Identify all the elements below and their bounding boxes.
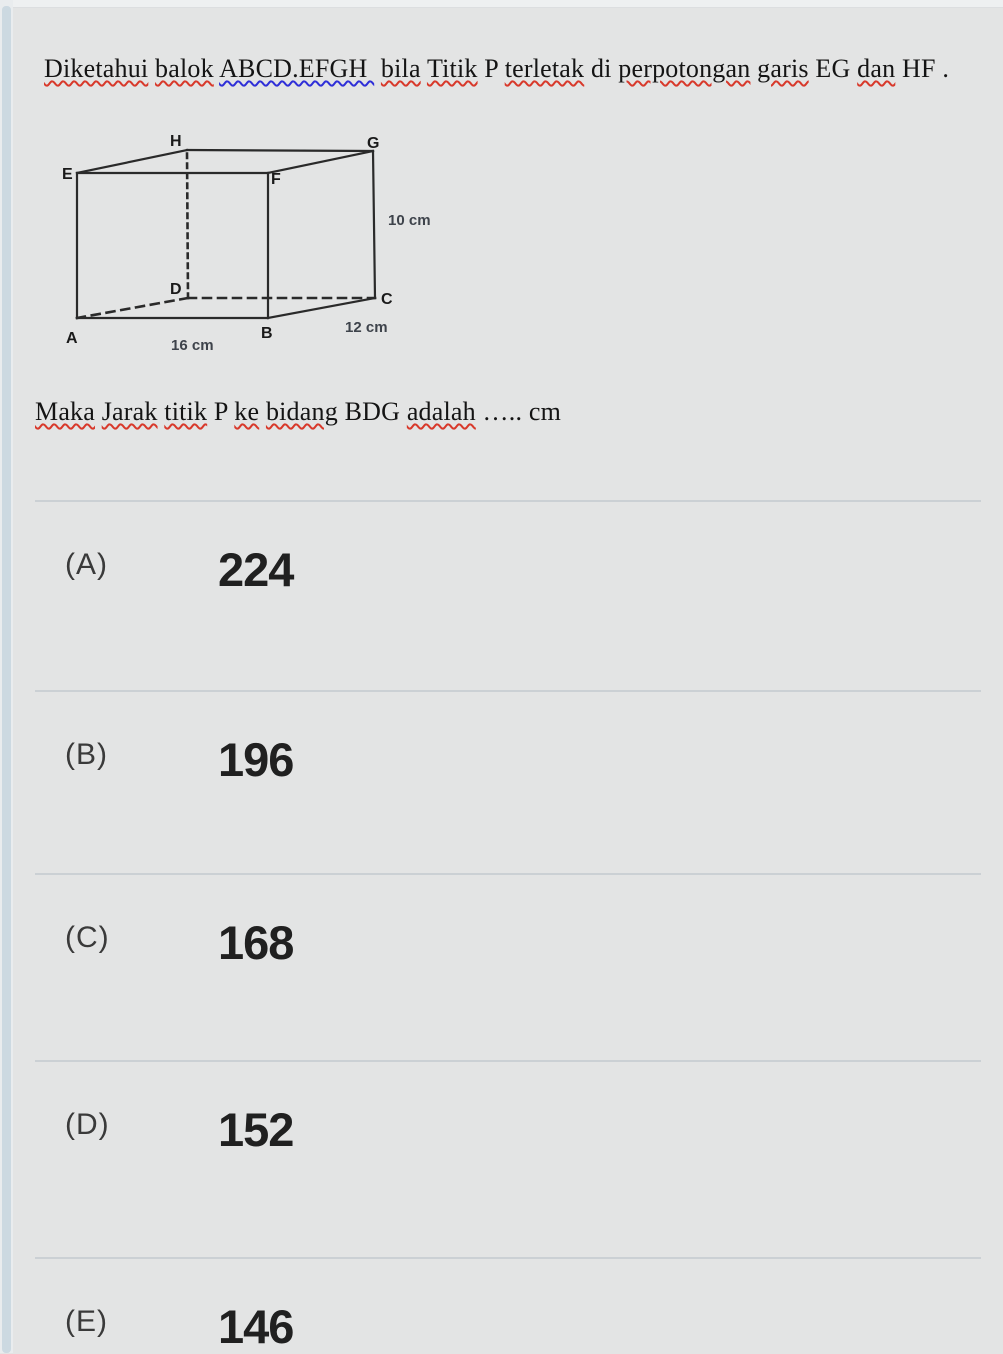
word-red-squiggle: ke (234, 397, 260, 426)
word (400, 397, 407, 426)
question-prompt (35, 397, 561, 427)
word (498, 54, 505, 83)
word (259, 397, 266, 426)
word-red-squiggle: Jarak (101, 397, 158, 426)
cuboid-hidden-edges (77, 152, 375, 318)
option-letter: (C) (65, 921, 110, 954)
option-d[interactable] (0, 1060, 1003, 1257)
vertex-label-e: E (62, 166, 73, 183)
dimension-depth: 12 cm (345, 319, 388, 336)
word (95, 397, 102, 426)
word-red-squiggle: adalah (406, 397, 476, 426)
word-red-squiggle: Maka (35, 397, 95, 426)
word-red-squiggle: balok (155, 54, 214, 83)
word (338, 397, 345, 426)
word: ….. cm (475, 397, 562, 426)
word: di (590, 54, 612, 83)
option-value: 168 (218, 916, 294, 969)
question-title (44, 54, 949, 84)
word-blue-squiggle: ABCD.EFGH (219, 54, 375, 83)
cuboid-solid-edges (77, 150, 375, 318)
word-red-squiggle: bila (380, 54, 421, 83)
vertex-label-f: F (271, 171, 281, 188)
word: . (935, 54, 950, 83)
word-red-squiggle: garis (757, 54, 809, 83)
dimension-height: 10 cm (388, 212, 431, 229)
word (895, 54, 902, 83)
vertex-label-c: C (381, 291, 393, 308)
option-letter: (A) (65, 548, 108, 581)
word-red-squiggle: terletak (504, 54, 585, 83)
word: P (213, 397, 228, 426)
option-value: 146 (218, 1300, 294, 1353)
vertex-label-d: D (170, 281, 182, 298)
word-red-squiggle: titik (164, 397, 208, 426)
word-red-squiggle: dan (857, 54, 896, 83)
vertex-label-a: A (66, 330, 78, 347)
word: BDG (344, 397, 401, 426)
option-value: 196 (218, 733, 294, 786)
option-a[interactable] (0, 500, 1003, 690)
word (584, 54, 591, 83)
cuboid-diagram (40, 122, 470, 362)
dimension-width: 16 cm (171, 337, 214, 354)
option-letter: (E) (65, 1305, 108, 1338)
word (207, 397, 214, 426)
word-red-squiggle: perpotongan (618, 54, 751, 83)
word-red-squiggle: Titik (426, 54, 478, 83)
word (374, 54, 381, 83)
word-red-squiggle: bidang (265, 397, 338, 426)
word: P (484, 54, 498, 83)
option-e[interactable] (0, 1257, 1003, 1353)
dimension-labels (171, 212, 431, 354)
option-value: 224 (218, 543, 294, 596)
word: EG (815, 54, 851, 83)
option-value: 152 (218, 1103, 294, 1156)
option-c[interactable] (0, 873, 1003, 1060)
vertex-label-g: G (367, 135, 380, 152)
option-letter: (D) (65, 1108, 110, 1141)
window-edge-top (0, 0, 1003, 8)
option-b[interactable] (0, 690, 1003, 873)
vertex-label-h: H (170, 133, 182, 150)
option-letter: (B) (65, 738, 108, 771)
word: HF (902, 54, 936, 83)
word-red-squiggle: Diketahui (44, 54, 149, 83)
vertex-label-b: B (261, 325, 273, 342)
